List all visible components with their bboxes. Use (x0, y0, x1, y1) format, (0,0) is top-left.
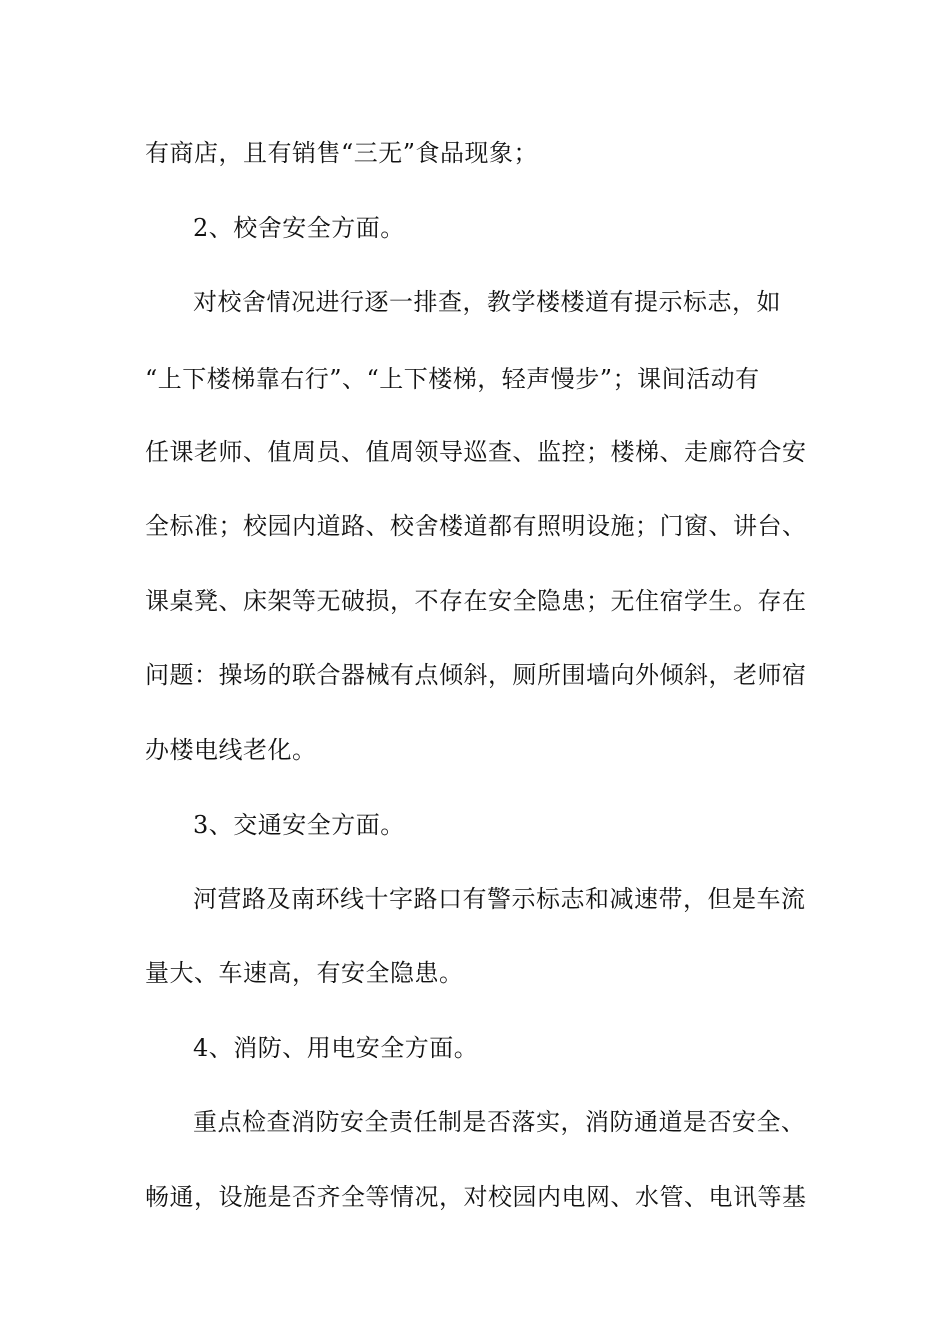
text-line: 河营路及南环线十字路口有警示标志和减速带，但是车流 (193, 885, 806, 913)
section-heading: 2、校舍安全方面。 (193, 214, 405, 242)
text-line: 全标准；校园内道路、校舍楼道都有照明设施；门窗、讲台、 (145, 512, 807, 540)
section-heading: 4、消防、用电安全方面。 (193, 1034, 479, 1062)
text-line: 任课老师、值周员、值周领导巡查、监控；楼梯、走廊符合安 (145, 438, 807, 466)
text-line: 重点检查消防安全责任制是否落实，消防通道是否安全、 (193, 1108, 806, 1136)
text-line: 量大、车速高，有安全隐患。 (145, 959, 464, 987)
text-line: 有商店，且有销售“三无”食品现象； (145, 139, 539, 167)
text-line: 畅通，设施是否齐全等情况，对校园内电网、水管、电讯等基 (145, 1183, 807, 1211)
text-line: 课桌凳、床架等无破损，不存在安全隐患；无住宿学生。存在 (145, 587, 807, 615)
text-line: 对校舍情况进行逐一排查，教学楼楼道有提示标志，如 (193, 288, 781, 316)
text-line: 办楼电线老化。 (145, 736, 317, 764)
text-line: “上下楼梯靠右行”、“上下楼梯，轻声慢步”；课间活动有 (145, 365, 760, 393)
section-heading: 3、交通安全方面。 (193, 811, 405, 839)
text-line: 问题：操场的联合器械有点倾斜，厕所围墙向外倾斜，老师宿 (145, 661, 807, 689)
